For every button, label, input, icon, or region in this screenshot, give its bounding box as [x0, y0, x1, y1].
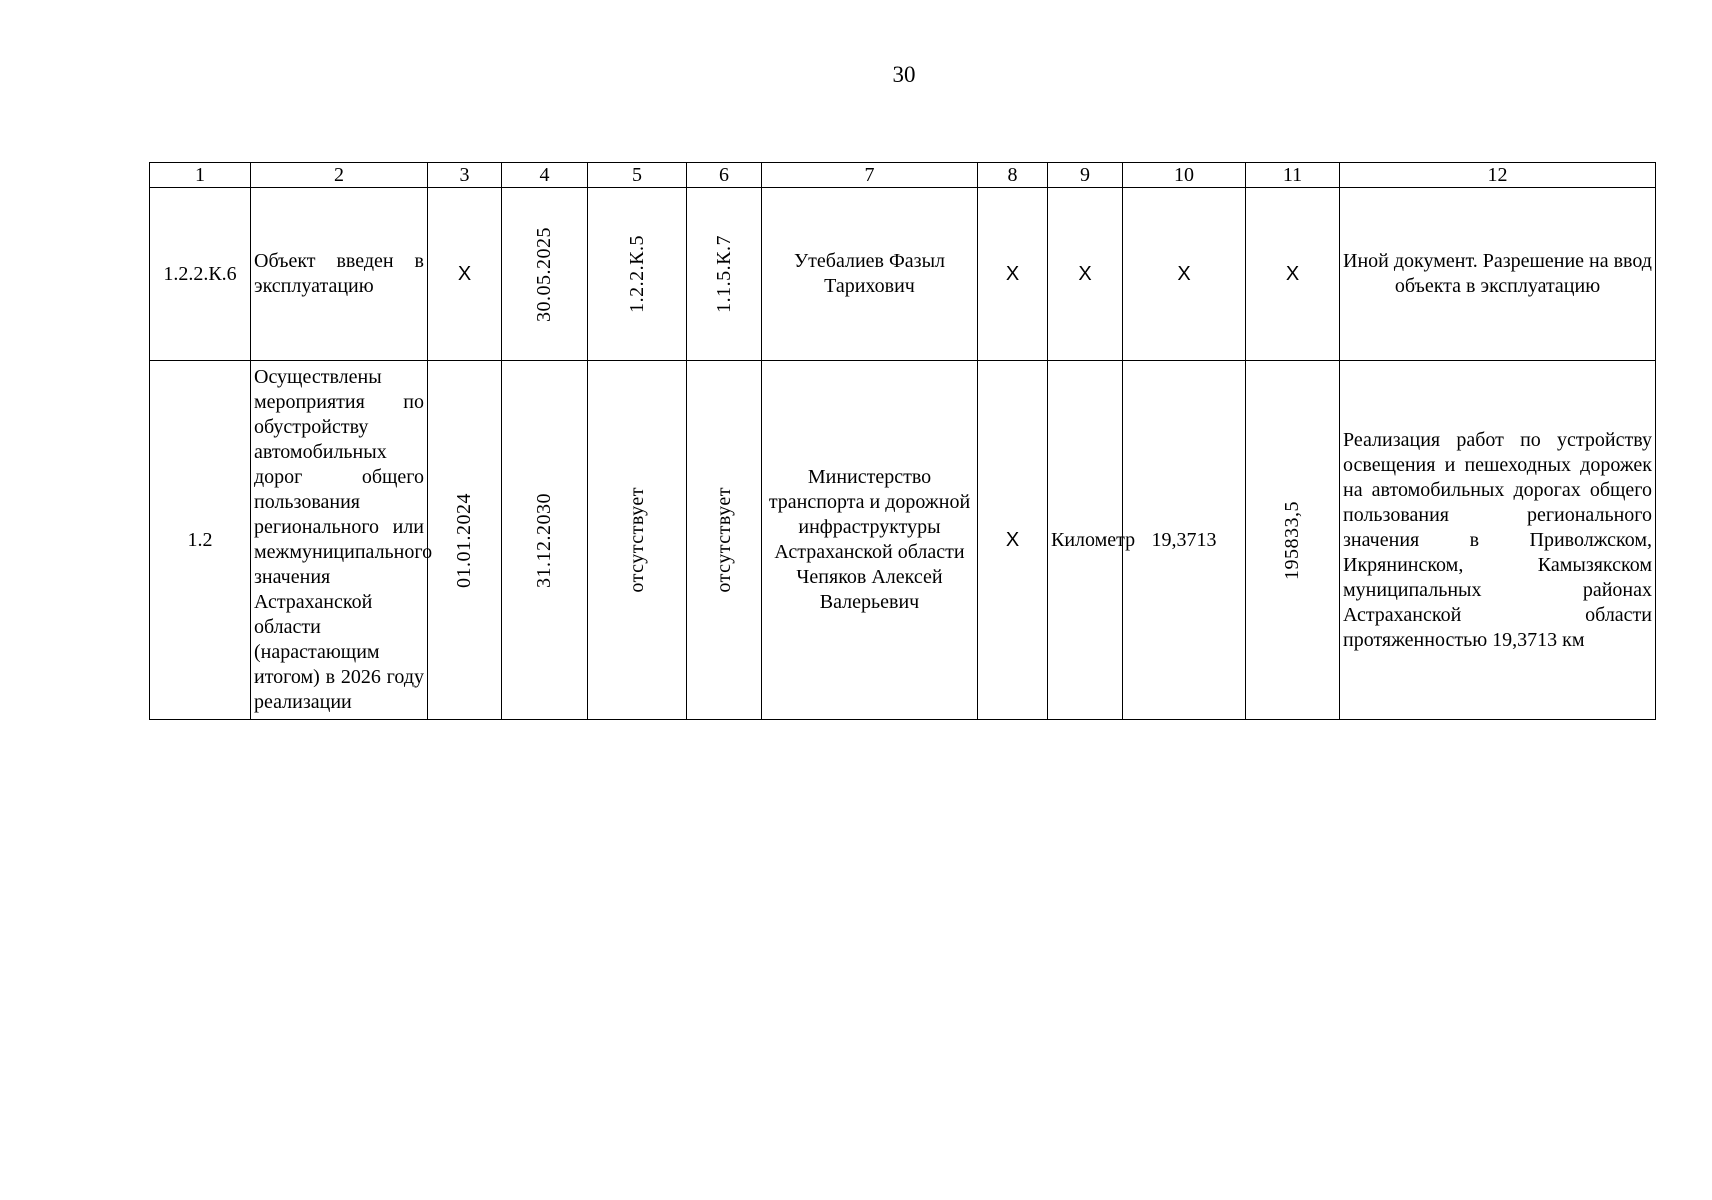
start-date-cell	[428, 361, 502, 720]
data-table	[149, 162, 1656, 720]
column-number: 5	[588, 163, 687, 188]
unit-cell: Километр	[1048, 361, 1123, 720]
budget-cell: Х	[1246, 188, 1340, 361]
end-date-cell	[502, 361, 588, 720]
row-code: 1.2	[150, 361, 251, 720]
value-cell: Х	[1123, 188, 1246, 361]
column-number: 9	[1048, 163, 1123, 188]
table-row	[150, 188, 1656, 361]
column-number: 11	[1246, 163, 1340, 188]
column-number: 7	[762, 163, 978, 188]
table-row	[150, 361, 1656, 720]
predecessor-cell	[588, 361, 687, 720]
document-cell: Иной документ. Разрешение на ввод объекта в эксплуатацию	[1340, 188, 1656, 361]
start-date-cell: Х	[428, 188, 502, 361]
budget-cell	[1246, 361, 1340, 720]
row-title: Объект введен в эксплуатацию	[251, 188, 428, 361]
predecessor-text: отсутствует	[625, 487, 648, 593]
successor-text: 1.1.5.К.7	[712, 235, 735, 313]
successor-cell	[687, 361, 762, 720]
column-number: 6	[687, 163, 762, 188]
end-date-text: 31.12.2030	[533, 492, 555, 588]
successor-cell	[687, 188, 762, 361]
row-title: Осуществлены мероприятия по обустройству автомобильных дорог общего пользования регионального или межмуниципального значения Астраханской области (нарастающим итогом) в 2026 году реализации	[251, 361, 428, 720]
value-cell: 19,3713	[1123, 361, 1246, 720]
budget-text: 195833,5	[1281, 500, 1303, 580]
document-cell: Реализация работ по устройству освещения и пешеходных дорожек на автомобильных дорогах общего пользования регионального значения в Приволжском, Икрянинском, Камызякском муниципальных районах Астраханской области протяженностью 19,3713 км	[1340, 361, 1656, 720]
column-number-row	[150, 163, 1656, 188]
end-date-cell	[502, 188, 588, 361]
unit-cell: Х	[1048, 188, 1123, 361]
column-number: 12	[1340, 163, 1656, 188]
row-code: 1.2.2.К.6	[150, 188, 251, 361]
column-number: 2	[251, 163, 428, 188]
type-cell: Х	[978, 188, 1048, 361]
column-number: 3	[428, 163, 502, 188]
predecessor-cell	[588, 188, 687, 361]
type-cell: Х	[978, 361, 1048, 720]
column-number: 8	[978, 163, 1048, 188]
column-number: 4	[502, 163, 588, 188]
successor-text: отсутствует	[712, 487, 735, 593]
start-date-text: 01.01.2024	[453, 492, 475, 588]
responsible-cell: Утебалиев Фазыл Тарихович	[762, 188, 978, 361]
end-date-text: 30.05.2025	[533, 226, 555, 322]
column-number: 1	[150, 163, 251, 188]
predecessor-text: 1.2.2.К.5	[625, 235, 648, 313]
column-number: 10	[1123, 163, 1246, 188]
responsible-cell: Министерство транспорта и дорожной инфраструктуры Астраханской области Чепяков Алексей Валерьевич	[762, 361, 978, 720]
page-number: 30	[892, 62, 916, 87]
